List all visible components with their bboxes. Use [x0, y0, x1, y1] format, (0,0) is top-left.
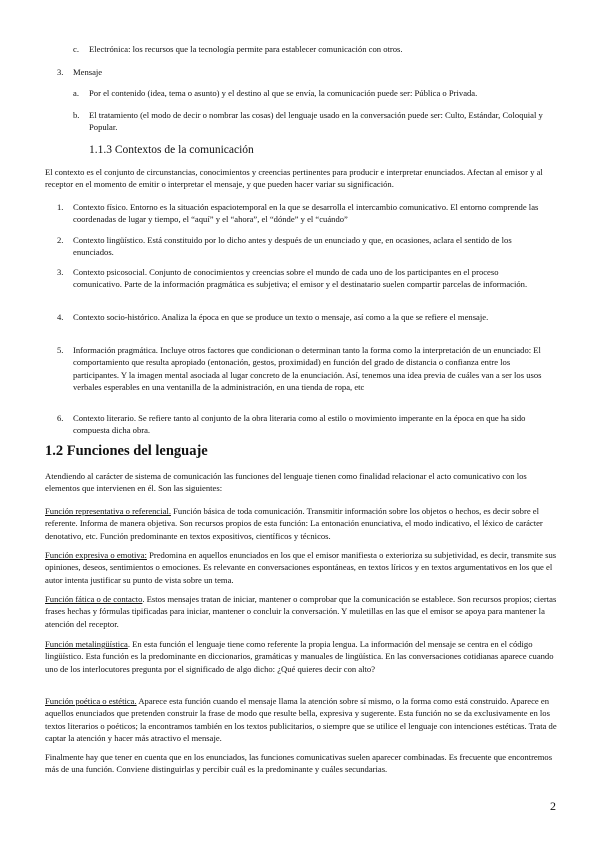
context-item-1-marker: 1.: [57, 202, 64, 212]
function-referential-label: Función representativa o referencial.: [45, 506, 171, 516]
function-poetic-text: Aparece esta función cuando el mensaje llama la atención sobre sí mismo, o la forma como está construido. Aparece en aquellos enunciados que pretenden construir la frase de modo que resulte bella, expresiva y sugerente. Esta función no se da exclusivamente en los textos literarios o poéticos; la encontramos también en los textos publicitarios, o siempre que se utilice el lenguaje con intenciones estéticas. Trata de captar la atención y hacer más atractivo el mensaje.: [45, 696, 557, 744]
context-item-4-marker: 4.: [57, 312, 64, 322]
context-item-3-marker: 3.: [57, 267, 64, 277]
context-item-5-marker: 5.: [57, 345, 64, 355]
list-item-3-title: Mensaje: [73, 67, 103, 77]
list-marker-a: a.: [73, 88, 79, 98]
function-phatic-text: . Estos mensajes tratan de iniciar, mantener o comprobar que la comunicación se establece. Son recursos propios; ciertas frases hechas y fórmulas tipificadas para iniciar, mantener o concluir la conversación. Y muletillas en las que el emisor se apoya para mantener la atención del receptor.: [45, 594, 557, 629]
list-marker-3: 3.: [57, 67, 64, 77]
function-poetic: [45, 695, 560, 745]
functions-intro: Atendiendo al carácter de sistema de comunicación las funciones del lenguaje tienen como finalidad relacionar el acto comunicativo con los elementos que intervienen en él. Son las siguientes:: [45, 471, 527, 494]
list-item-c: Electrónica: los recursos que la tecnología permite para establecer comunicación con otros.: [89, 44, 403, 54]
context-item-5: Información pragmática. Incluye otros factores que condicionan o determinan tanto la forma como la interpretación de un enunciado: El comportamiento que resulta apropiado (entonación, gestos, proximidad) en función del grado de distancia o confianza entre los participantes. Y la imagen mental asociada al lugar concreto de la enunciación. Así, tenemos una idea previa de cuáles van a ser los usos verbales esperables en una ventanilla de la administración, en una tienda de ropa, etc: [73, 345, 542, 393]
page-number: 2: [550, 799, 556, 813]
list-marker-c: c.: [73, 44, 79, 54]
section-heading-113: 1.1.3 Contextos de la comunicación: [89, 144, 254, 156]
context-item-1: Contexto físico. Entorno es la situación espaciotemporal en la que se desarrolla el intercambio comunicativo. El entorno comprende las coordenadas de lugar y tiempo, el “aquí” y el “ahora”, el “dónde” y el “cuándo”: [73, 202, 539, 225]
context-item-2: Contexto lingüístico. Está constituido por lo dicho antes y después de un enunciado y que, en ocasiones, aclara el sentido de los enunciados.: [73, 235, 512, 258]
contexts-intro: El contexto es el conjunto de circunstancias, conocimientos y creencias pertinentes para producir e interpretar enunciados. Afectan al emisor y al receptor en el momento de emitir o interpretar el mensaje, y que pueden hacer variar su significación.: [45, 167, 543, 190]
list-item-b: El tratamiento (el modo de decir o nombrar las cosas) del lenguaje usado en la conversación puede ser: Culto, Estándar, Coloquial y Popular.: [89, 110, 543, 133]
function-referential: [45, 505, 560, 542]
context-item-6: Contexto literario. Se refiere tanto al conjunto de la obra literaria como al estilo o movimiento imperante en la época en que ha sido compuesta dicha obra.: [73, 413, 526, 436]
function-expressive-label: Función expresiva o emotiva:: [45, 550, 147, 560]
context-item-6-marker: 6.: [57, 413, 64, 423]
function-expressive: [45, 549, 560, 586]
function-poetic-label: Función poética o estética.: [45, 696, 137, 706]
functions-closing: Finalmente hay que tener en cuenta que en los enunciados, las funciones comunicativas suelen aparecer combinadas. Es frecuente que encontremos más de una función. Conviene distinguirlas y percibir cuál es la predominante y cuáles secundarias.: [45, 752, 553, 775]
function-metalinguistic-label: Función metalingüística: [45, 639, 128, 649]
context-item-4: Contexto socio-histórico. Analiza la época en que se produce un texto o mensaje, así como a la que se refiere el mensaje.: [73, 312, 489, 322]
function-expressive-text: Predomina en aquellos enunciados en los que el emisor manifiesta o exterioriza su subjetividad, es decir, transmite sus opiniones, deseos, sentimientos o emociones. Es relevante en conversaciones espontáneas, en textos líricos y en textos argumentativos en los que el autor intenta justificar su punto de vista sobre un tema.: [45, 550, 557, 585]
list-marker-b: b.: [73, 110, 80, 120]
function-metalinguistic: [45, 638, 560, 675]
section-heading-12: 1.2 Funciones del lenguaje: [45, 443, 208, 459]
function-phatic-label: Función fática o de contacto: [45, 594, 143, 604]
function-referential-text: Función básica de toda comunicación. Transmitir información sobre los objetos o hechos, es decir sobre el referente. Informa de manera objetiva. Son recursos propios de esta función: La entonación enunciativa, el modo indicativo, el léxico de carácter denotativo, etc. Función predominante en textos expositivos, científicos y técnicos.: [45, 506, 543, 541]
context-item-3: Contexto psicosocial. Conjunto de conocimientos y creencias sobre el mundo de cada uno de los participantes en el proceso comunicativo. Parte de la información pragmática es subjetiva; el emisor y el destinatario suelen compartir parcelas de información.: [73, 267, 528, 290]
context-item-2-marker: 2.: [57, 235, 64, 245]
list-item-a: Por el contenido (idea, tema o asunto) y el destino al que se envía, la comunicación puede ser: Pública o Privada.: [89, 88, 478, 98]
function-metalinguistic-text: . En esta función el lenguaje tiene como referente la propia lengua. La información del mensaje se centra en el código lingüístico. Esta función es la predominante en diccionarios, gramáticas y manuales de lingüística. En las conversaciones cotidianas aparece cuando uno de los interlocutores pregunta por el significado de algo dicho: ¿Qué quieres decir con alto?: [45, 639, 554, 674]
function-phatic: [45, 593, 560, 630]
